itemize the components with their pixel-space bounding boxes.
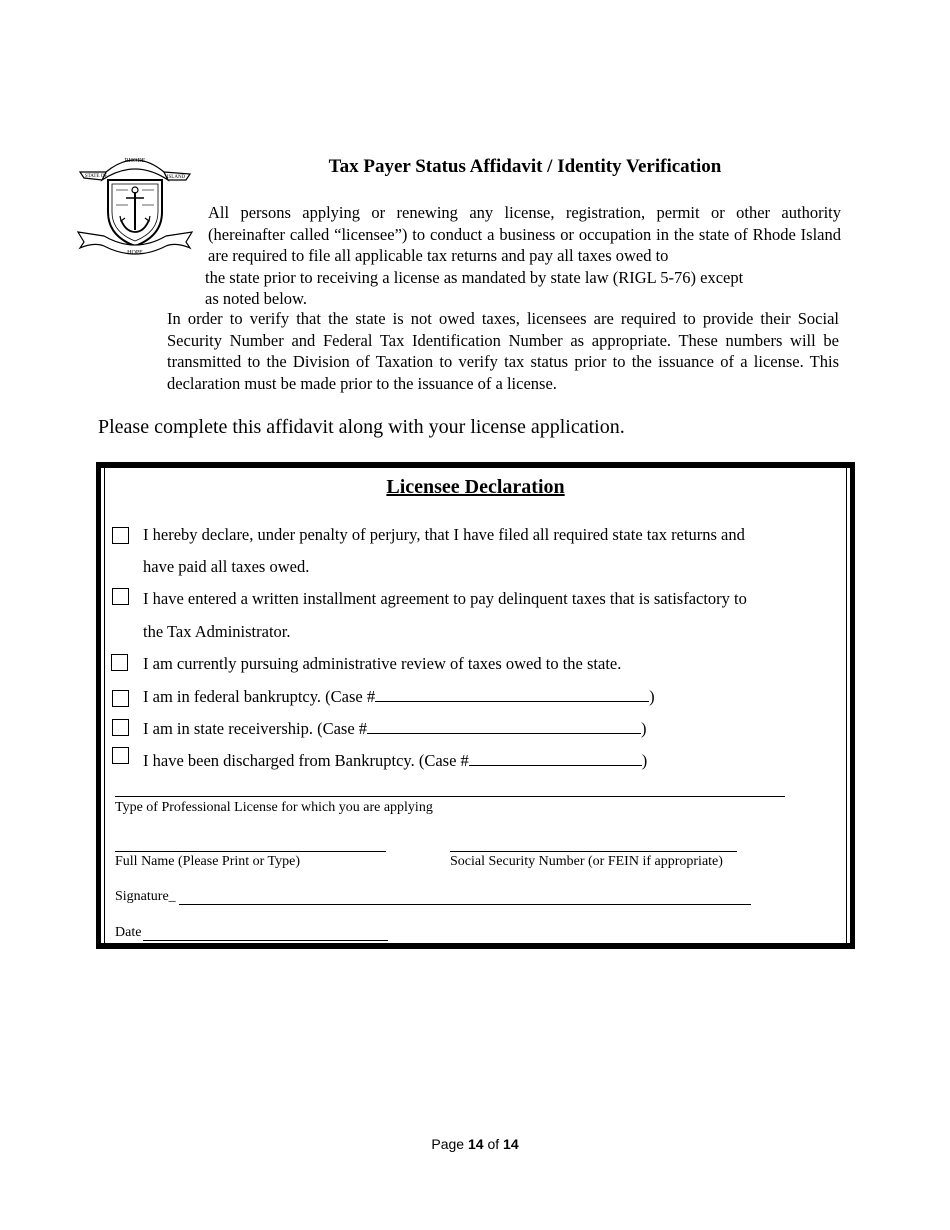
declaration-item-4 xyxy=(143,686,655,707)
intro-text-line3: as noted below. xyxy=(205,289,308,308)
intro-paragraph xyxy=(205,202,841,310)
checkbox-discharged-bankruptcy[interactable] xyxy=(112,747,129,764)
verification-paragraph: In order to verify that the state is not owed taxes, licensees are required to provide their Social Security Number and Federal Tax Identification Number as appropriate. These numbers will be transmitted to the Division of Taxation to verify tax status prior to the issuance of a license. This declaration must be made prior to the issuance of a license. xyxy=(167,309,839,393)
footer-current-page: 14 xyxy=(467,1136,484,1152)
instruction-text: Please complete this affidavit along with your license application. xyxy=(98,416,625,438)
checkbox-filed-returns[interactable] xyxy=(112,527,129,544)
date-field[interactable] xyxy=(143,940,388,941)
license-type-field[interactable] xyxy=(115,796,785,797)
footer-page-label: Page xyxy=(431,1136,465,1152)
page-title: Tax Payer Status Affidavit / Identity Verification xyxy=(328,156,722,177)
declaration-item-2-line2: the Tax Administrator. xyxy=(143,622,291,641)
footer-total-pages: 14 xyxy=(503,1136,519,1152)
full-name-label: Full Name (Please Print or Type) xyxy=(115,854,301,869)
signature-field[interactable] xyxy=(179,904,751,905)
licensee-declaration-box xyxy=(96,462,855,949)
intro-text-line2: the state prior to receiving a license as mandated by state law (RIGL 5-76) except xyxy=(205,267,744,287)
intro-text: All persons applying or renewing any license, registration, permit or other authority (hereinafter called “licensee”) to conduct a business or occupation in the state of Rhode Island are required to file all applicable tax returns and pay all taxes owed to xyxy=(208,203,841,265)
declaration-item-1-line1: I hereby declare, under penalty of perjury, that I have filed all required state tax returns and xyxy=(143,525,745,544)
declaration-item-5 xyxy=(143,718,647,739)
discharged-case-number-field[interactable] xyxy=(469,750,642,766)
receivership-case-number-field[interactable] xyxy=(367,718,641,734)
declaration-inner-frame xyxy=(104,468,847,943)
page-footer xyxy=(0,1136,950,1152)
checkbox-state-receivership[interactable] xyxy=(112,719,129,736)
checkbox-installment-agreement[interactable] xyxy=(112,588,129,605)
discharged-bankruptcy-label: I have been discharged from Bankruptcy. (Case # xyxy=(143,751,469,770)
federal-case-number-field[interactable] xyxy=(375,686,649,702)
seal-text-rhode: RHODE xyxy=(124,158,146,164)
signature-label: Signature_ xyxy=(115,889,176,904)
full-name-field[interactable] xyxy=(115,851,386,852)
declaration-item-6 xyxy=(143,750,647,771)
federal-case-close: ) xyxy=(649,687,655,706)
rhode-island-seal xyxy=(76,150,194,258)
license-type-label: Type of Professional License for which you are applying xyxy=(115,800,433,815)
discharged-case-close: ) xyxy=(641,751,648,770)
receivership-case-close: ) xyxy=(641,719,647,738)
checkbox-administrative-review[interactable] xyxy=(111,654,128,671)
declaration-item-2-line1: I have entered a written installment agreement to pay delinquent taxes that is satisfactory to xyxy=(143,589,747,608)
ssn-field[interactable] xyxy=(450,851,737,852)
declaration-item-1-line2: have paid all taxes owed. xyxy=(143,557,310,576)
footer-of: of xyxy=(487,1136,500,1152)
date-label: Date xyxy=(115,925,142,940)
declaration-title: Licensee Declaration xyxy=(386,476,565,498)
seal-text-hope: HOPE xyxy=(127,250,143,256)
checkbox-federal-bankruptcy[interactable] xyxy=(112,690,129,707)
declaration-item-3: I am currently pursuing administrative review of taxes owed to the state. xyxy=(143,654,622,673)
ssn-label: Social Security Number (or FEIN if appropriate) xyxy=(450,854,723,869)
state-receivership-label: I am in state receivership. (Case # xyxy=(143,719,368,738)
seal-text-state-of: STATE OF xyxy=(84,174,108,179)
seal-text-island: ISLAND xyxy=(166,175,186,180)
federal-bankruptcy-label: I am in federal bankruptcy. (Case # xyxy=(143,687,376,706)
